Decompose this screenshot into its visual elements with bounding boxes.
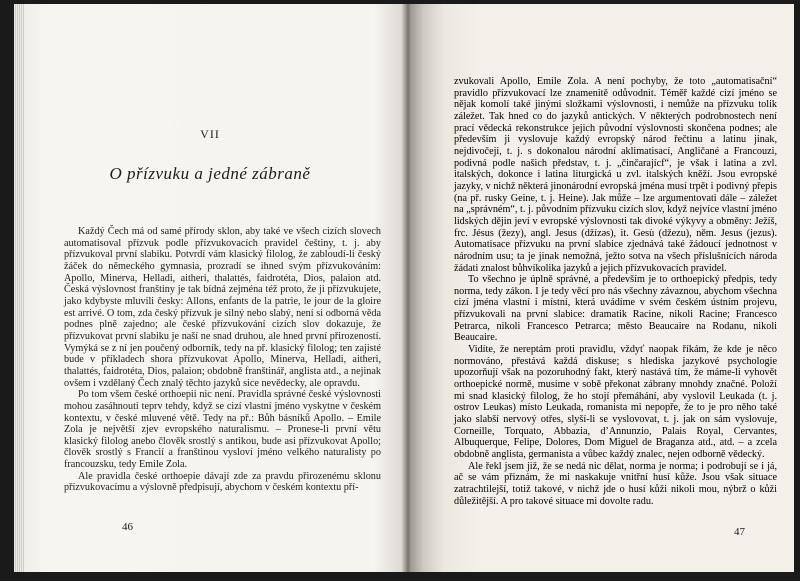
paragraph: Po tom všem české orthoepii nic není. Pravidla správné české výslovnosti mohou zasáhnouti teprv tehdy, když se cizí vlastní jméno vyskytne v českém kontextu, v české mluvené větě. Tedy na př.: Bůh básníků Apollo. – Emile Zola je největší zjev evropského naturalismu. – Pronese-li první větu klasický filolog anebo člověk srostlý s antikou, bude asi přízvukovat Apollo; člověk srostlý s Francií a franštinou vysloví jméno velkého naturalisty po francouzsku, tedy Emile Zola. <box>64 389 381 471</box>
paragraph: Každý Čech má od samé přírody sklon, aby také ve všech cizích slovech automatisoval přízvuk podle přízvukovacích pravidel češtiny, t. j. aby přízvukoval první slabiku. Potvrdí vám klasický filolog, že zabloudí-li český žáček do německého gymnasia, prozradí se ihned svým přízvukováním: Apollo, Minerva, Helladi, aitheri, thalattés, faidrotéta, Dios, palaion atd. Česká výslovnost franštiny je tak bídná zejména též proto, že ji přízvukujete, jako kdybyste mluvili česky: Allons, enfants de la patrie, le jour de la gloire est arrivé. O tom, zda český přízvuk je silný nebo slabý, není si odborná věda podnes plně zajedno; ale české přízvukování cizích slov dokazuje, že přízvukovat první slabiku je naší ne snad druhou, ale hned první přirozeností. Vymýká se z ní jen poučený odborník, tedy na př. klasický filolog; ten zajisté bude v příkladech shora přízvukovat Apollo, Minerva, Helladi, aitheri, thalattés, faidrotéta, Dios, palaion; obdobně franštinář, anglista atd., a nejinak ovšem i vzdělaný Čech znalý těchto jazyků sice nevědecky, ale opravdu. <box>64 226 381 389</box>
paragraph: To všechno je úplně správné, a především je to orthoepický předpis, tedy norma, tedy zákon. I je tedy věcí pro nás všechny závaznou, abychom všechna cizí jména vlastní i místní, která uvádíme v svém českém ústním projevu, přízvukovali na první slabice: dramatik Racine, nikoli Racine; Francesco Petrarca, nikoli Francesco Petrarca; město Beaucaire na Rodanu, nikoli Beaucaire. <box>454 274 777 344</box>
paragraph: Ale řekl jsem již, že se nedá nic dělat, norma je norma; i podrobují se i já, ač se vám přiznám, že mi naskakuje vnitřní husí kůže. Jsou však situace zatrachtilejší, totiž takové, v nichž jde o husí kůži nikoli mou, nýbrž o kůži důležitější. A pro takové situace mi dovolte radu. <box>454 460 777 507</box>
left-page-text <box>64 226 381 494</box>
paragraph: zvukovali Apollo, Emile Zola. A není pochyby, že toto „automatisační“ pravidlo přízvukovací lze znamenitě odůvodnit. Téměř každé cizí jméno se nějak komolí také jinými složkami výslovnosti, i nemůže na přízvuku tolik záležet. Tak hned co do jazyků antických. V některých podrobnostech není prací vědecká rekonstrukce jejich původní výslovnosti skončena podnes; ale především ji vyslovuje každý evropský národ řečtinu a latinu jinak, nejdivočeji, t. j. s dokonalou národní aklimatisací, Angličané a Francouzi, podivná podle našich představ, t. j. „činčarajícf“, je však i latina a zvl. italských, dokonce i latina liturgická u zvl. italských kněží. Jsou evropské jazyky, v nichž některá jinonárodní evropská jména musí trpět i podivný přepis (na př. rusky Geine, t. j. Heine). Jak může – lze argumentovati dále – záležet na „správném“, t. j. původním přízvuku cizích slov, když nejvíce vlastní jméno lidských dějin jeví v evropské výslovnosti tak divoké výkyvy a obměny: Ježíš, frc. Jésus (žezy), angl. Jesus (džízəs), it. Gesù (džezu), něm. Jesus (jezus). Automatisace přízvuku na první slabice zjednává také žádoucí jednotnost v národním usu; ta je jinak nemožná, ježto sotva na všech příslušnících národa žádati znalost bůhvíkolika jazyků a jejich přízvukovacích pravidel. <box>454 76 777 274</box>
paragraph: Vidíte, že nereptám proti pravidlu, vždyť naopak říkám, že kde je něco normováno, přestává každá diskuse; s hlediska jazykové psychologie upozorňují však na pozoruhodný fakt, který nastává tím, že máme-li vyhovět orthoepické normě, musíme v sobě překonat zábrany mnohdy značné. Položí mi snad klasický filolog, že ho stojí přemáhání, aby vyslovil Leukada (t. j. ostrov Leukas) místo Leukada, romanista mi nepopře, že to je pro něho také jako slabší nervový otřes, slyší-li se vyslovovat, t. j. jak on sám vyslovuje, Corneille, Torquato, Abbazia, d’Annunzio, Palais Royal, Cervantes, Albuquerque, Felipe, Dolores, Dom Miguel de Braganza atd., atd. – a zcela obdobně anglista, germanista a vůbec každý znalec, nejen odborně vědecký. <box>454 344 777 460</box>
chapter-title: O přízvuku a jedné zábraně <box>109 164 311 183</box>
page-number-right: 47 <box>734 526 745 538</box>
page-edge <box>14 4 24 572</box>
right-page-text <box>454 76 777 507</box>
left-page <box>14 4 406 572</box>
chapter-number: VII <box>200 127 220 141</box>
open-book <box>14 4 796 576</box>
paragraph: Ale pravidla české orthoepie dávají zde za pravdu přirozenému sklonu přízvukovacímu a výslovně předpisují, abychom v českém kontextu pří- <box>64 470 381 494</box>
page-number-left: 46 <box>122 521 133 533</box>
